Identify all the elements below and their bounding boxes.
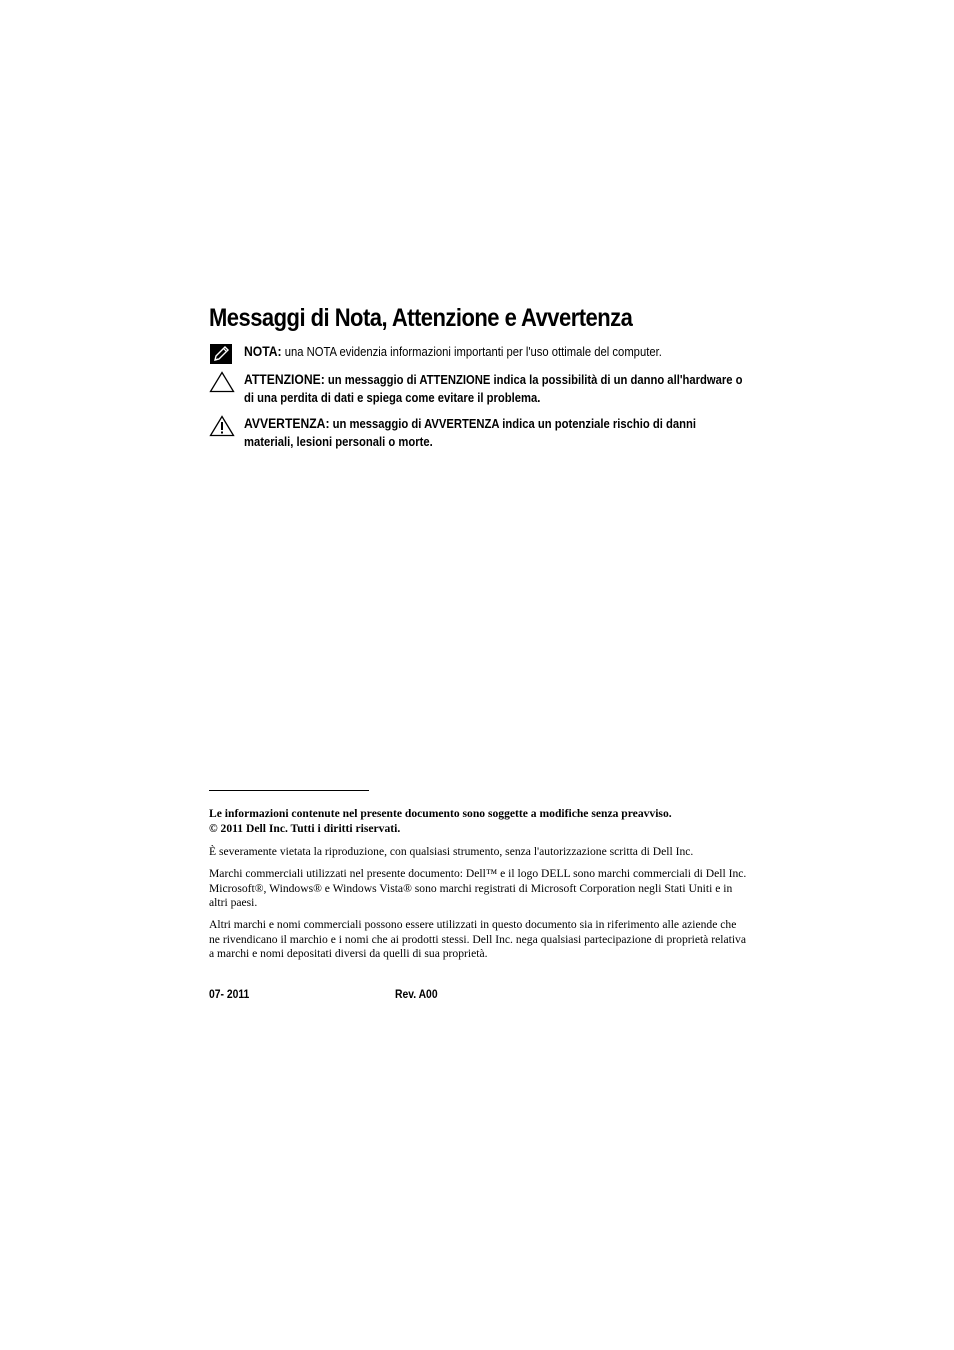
caution-triangle-icon	[209, 371, 235, 393]
revision-number: Rev. A00	[395, 989, 438, 1001]
note-pencil-icon	[209, 343, 235, 365]
legal-notice-line1: Le informazioni contenute nel presente documento sono soggette a modifiche senza preavviso.	[209, 807, 672, 820]
footnote-divider	[209, 790, 369, 791]
legal-notice	[209, 807, 749, 836]
note-label: NOTA:	[244, 344, 282, 359]
warning-text	[244, 415, 748, 451]
caution-text	[244, 371, 748, 407]
other-marks-notice: Altri marchi e nomi commerciali possono essere utilizzati in questo documento sia in riferimento alle aziende che ne rivendicano il marchio e i nomi che ai prodotti stessi. Dell Inc. nega qualsiasi partecipazione di proprietà relativa a marchi e nomi depositati diversi da quelli di sua proprietà.	[209, 918, 746, 961]
page-title: Messaggi di Nota, Attenzione e Avvertenza	[209, 304, 633, 332]
note-body: una NOTA evidenzia informazioni importanti per l'uso ottimale del computer.	[284, 345, 662, 359]
caution-label: ATTENZIONE:	[244, 372, 325, 387]
warning-exclamation-icon	[209, 415, 235, 437]
trademarks-notice: Marchi commerciali utilizzati nel presente documento: Dell™ e il logo DELL sono marchi commerciali di Dell Inc. Microsoft®, Windows® e Windows Vista® sono marchi registrati di Microsoft Corporation negli Stati Uniti e in altri paesi.	[209, 867, 747, 910]
warning-label: AVVERTENZA:	[244, 416, 330, 431]
reproduction-notice: È severamente vietata la riproduzione, con qualsiasi strumento, senza l'autorizzazione scritta di Dell Inc.	[209, 845, 694, 858]
warning-body: un messaggio di AVVERTENZA indica un potenziale rischio di danni materiali, lesioni personali o morte.	[244, 417, 697, 449]
caution-body: un messaggio di ATTENZIONE indica la possibilità di un danno all'hardware o di una perdita di dati e spiega come evitare il problema.	[244, 373, 743, 405]
copyright-line: © 2011 Dell Inc. Tutti i diritti riservati.	[209, 821, 401, 835]
note-text	[244, 343, 748, 361]
publication-date: 07- 2011	[209, 989, 250, 1001]
